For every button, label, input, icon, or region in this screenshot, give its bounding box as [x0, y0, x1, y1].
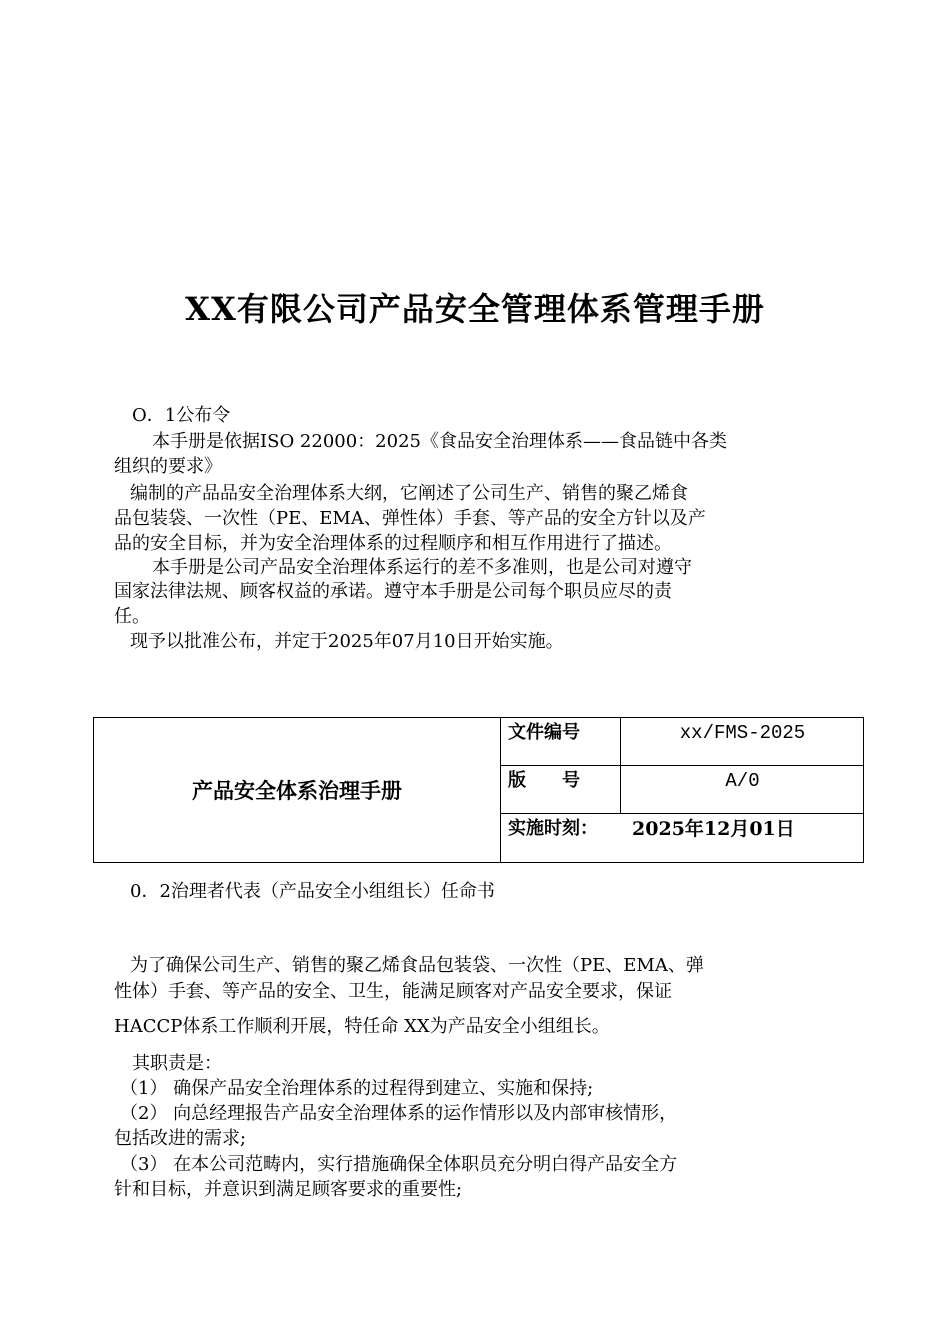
document-title: XX有限公司产品安全管理体系管理手册	[185, 290, 765, 328]
section-heading-announcement: O．1公布令	[132, 405, 231, 426]
version-cell	[620, 766, 863, 813]
file-number-value: xx/FMS-2025	[679, 722, 806, 744]
paragraph-line: 编制的产品品安全治理体系大纲，它阐述了公司生产、销售的聚乙烯食	[130, 483, 688, 504]
paragraph-line: 组织的要求》	[114, 456, 222, 477]
version-value: A/0	[725, 770, 760, 792]
version-row	[500, 766, 863, 814]
paragraph-line: 现予以批准公布，并定于2025年07月10日开始实施。	[130, 631, 564, 652]
section-heading-appointment: 0．2治理者代表（产品安全小组组长）任命书	[130, 881, 495, 902]
paragraph-line: 本手册是公司产品安全治理体系运行的差不多准则，也是公司对遵守	[152, 557, 692, 578]
paragraph-line: 为了确保公司生产、销售的聚乙烯食品包装袋、一次性（PE、EMA、弹	[130, 955, 704, 976]
document-control-table	[93, 717, 864, 863]
paragraph-line: 性体）手套、等产品的安全、卫生，能满足顾客对产品安全要求，保证	[114, 981, 672, 1002]
paragraph-line: 包括改进的需求;	[114, 1128, 247, 1149]
manual-name-cell: 产品安全体系治理手册	[94, 718, 501, 862]
paragraph-line: 其职责是：	[132, 1053, 222, 1074]
paragraph-line: 品包装袋、一次性（PE、EMA、弹性体）手套、等产品的安全方针以及产	[114, 508, 706, 529]
paragraph-line: HACCP体系工作顺利开展，特任命 XX为产品安全小组组长。	[114, 1016, 610, 1037]
version-label: 版 号	[508, 770, 580, 791]
list-item: （1） 确保产品安全治理体系的过程得到建立、实施和保持;	[120, 1078, 594, 1099]
paragraph-line: 任。	[114, 606, 150, 627]
paragraph-line: 本手册是依据ISO 22000：2025《食品安全治理体系——食品链中各类	[152, 431, 727, 452]
file-number-label: 文件编号	[508, 722, 580, 743]
file-number-cell	[620, 718, 863, 765]
effective-date-row	[500, 814, 863, 862]
paragraph-line: 品的安全目标，并为安全治理体系的过程顺序和相互作用进行了描述。	[114, 533, 672, 554]
effective-date-label: 实施时刻：	[508, 818, 598, 839]
list-item: （3） 在本公司范畴内，实行措施确保全体职员充分明白得产品安全方	[120, 1154, 678, 1175]
paragraph-line: 针和目标，并意识到满足顾客要求的重要性;	[114, 1179, 463, 1200]
file-number-row	[500, 718, 863, 766]
effective-date-value: 2025年12月01日	[632, 818, 795, 840]
list-item: （2） 向总经理报告产品安全治理体系的运作情形以及内部审核情形，	[120, 1103, 678, 1124]
paragraph-line: 国家法律法规、顾客权益的承诺。遵守本手册是公司每个职员应尽的责	[114, 581, 672, 602]
